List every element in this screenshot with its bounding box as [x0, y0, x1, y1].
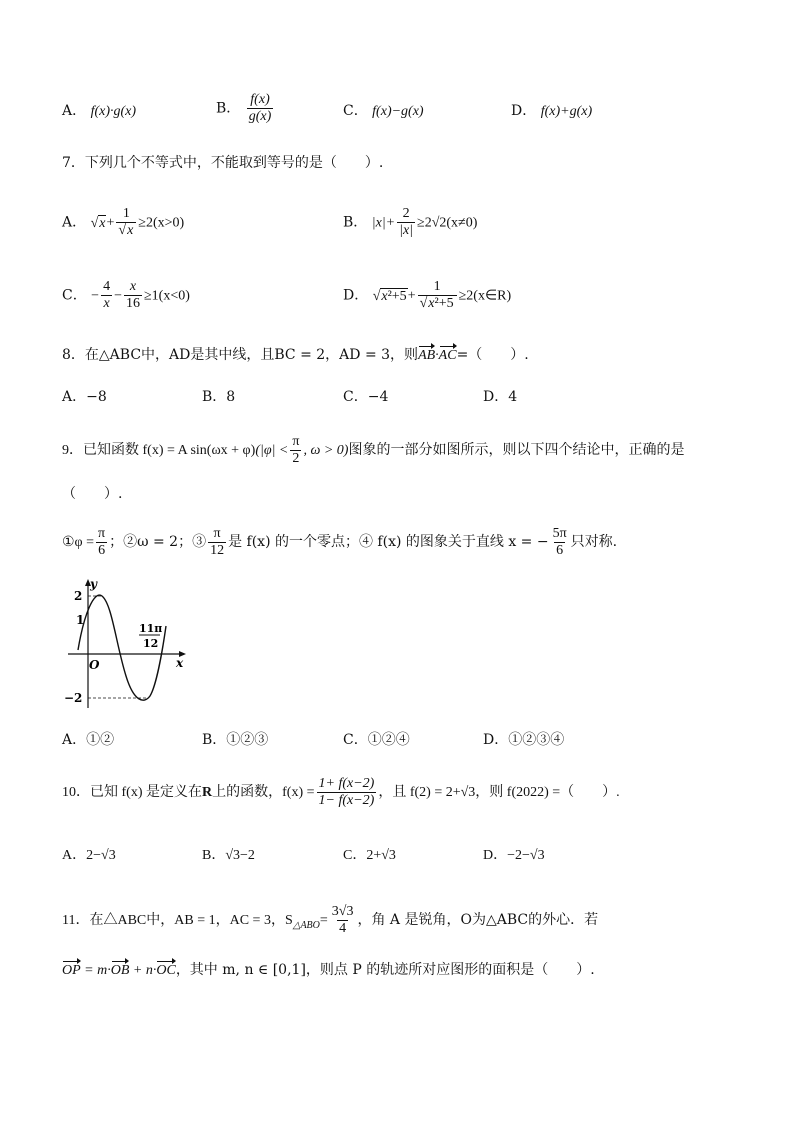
- q6-options-row: [0, 92, 794, 132]
- q10-option-d[interactable]: D．−2−√3: [483, 848, 545, 863]
- y-min-label: −2: [64, 691, 83, 705]
- q8-option-d[interactable]: D．4: [483, 389, 518, 405]
- q8-option-c[interactable]: C．−4: [343, 389, 389, 405]
- q6-option-d[interactable]: D． f(x)+g(x): [511, 103, 593, 119]
- q10-option-c[interactable]: C．2+√3: [343, 848, 396, 863]
- x-mark-den: 12: [143, 637, 159, 650]
- q9-options-row: [0, 730, 794, 770]
- y-one-label: 1: [76, 613, 85, 627]
- q9-option-a[interactable]: A．①②: [62, 732, 115, 748]
- q7-option-c[interactable]: C． − $\frac{4}{x}$ − $\frac{x}{16}$ ≥1(x<0): [62, 279, 190, 311]
- q9-sine-graph: [60, 574, 190, 712]
- q9-answer-paren: （ ）.: [62, 486, 123, 502]
- x-mark-num: 11π: [139, 622, 163, 635]
- q7-options-row-1: [0, 196, 794, 236]
- q10-option-b[interactable]: B．√3−2: [202, 848, 255, 863]
- q9-option-c[interactable]: C．①②④: [343, 732, 410, 748]
- q7-option-d[interactable]: D． √x²+5+ $\frac{1}{\text{√x²+5}}$ ≥2(x∈R): [343, 279, 512, 311]
- q9-option-b[interactable]: B．①②③: [202, 732, 269, 748]
- q11-line-2: OP = m·OB + n·OC，其中 m, n ∈ [0,1]，则点 P 的轨迹所对应图形的面积是（ ）.: [62, 960, 595, 981]
- x-axis-label: x: [176, 656, 184, 670]
- y-axis-label: y: [90, 577, 97, 591]
- q10-options-row: [0, 846, 794, 886]
- q6-option-b[interactable]: B． $\frac{f(x)}{g(x)}$: [216, 92, 272, 124]
- q10-stem: 10．已知 f(x) 是定义在R上的函数，f(x) = $\frac{1+ f(x-2)}{1- f(x-2)}$ ，且 f(2) = 2+√3，则 f(2022) =（ ）.: [62, 775, 620, 808]
- y-max-label: 2: [74, 589, 83, 603]
- q8-stem: 8．在△ABC中，AD是其中线，且BC = 2，AD = 3，则AB·AC=（ ）.: [62, 345, 529, 366]
- q10-option-a[interactable]: A．2−√3: [62, 848, 116, 863]
- q9-claims: ①φ = $\frac{\pi}{6}$ ；②ω = 2；③ $\frac{\pi}{12}$ 是 f(x) 的一个零点；④ f(x) 的图象关于直线 x = − $\frac{5\pi}{6}$ 只对称.: [62, 525, 618, 558]
- q7-option-b[interactable]: B． |x|+ $\frac{2}{|x|}$ ≥2√2(x≠0): [343, 206, 478, 238]
- q8-option-a[interactable]: A．−8: [62, 389, 107, 405]
- q7-stem: 7．下列几个不等式中，不能取到等号的是（ ）.: [62, 155, 384, 171]
- q11-line-1: 11．在△ABC中，AB = 1，AC = 3，$S_{\triangle ABO}=$ $\frac{3√3}{4}$ ，角 A 是锐角，O为△ABC的外心．若: [62, 903, 599, 936]
- q7-options-row-2: [0, 268, 794, 312]
- q6-option-c[interactable]: C． f(x)−g(x): [343, 103, 424, 119]
- q9-option-d[interactable]: D．①②③④: [483, 732, 565, 748]
- q6-option-a[interactable]: A． f(x)·g(x): [62, 103, 137, 119]
- origin-label: O: [89, 658, 100, 672]
- q7-option-a[interactable]: A． √x+ $\frac{1}{√x}$ ≥2(x>0): [62, 206, 185, 238]
- q9-stem: 9．已知函数 f(x) = A sin(ωx + φ)(|φ| < $\frac{\pi}{2}$ , ω > 0)图象的一部分如图所示，则以下四个结论中，正确的是: [62, 433, 685, 466]
- q8-options-row: [0, 384, 794, 424]
- q8-option-b[interactable]: B．8: [202, 389, 236, 405]
